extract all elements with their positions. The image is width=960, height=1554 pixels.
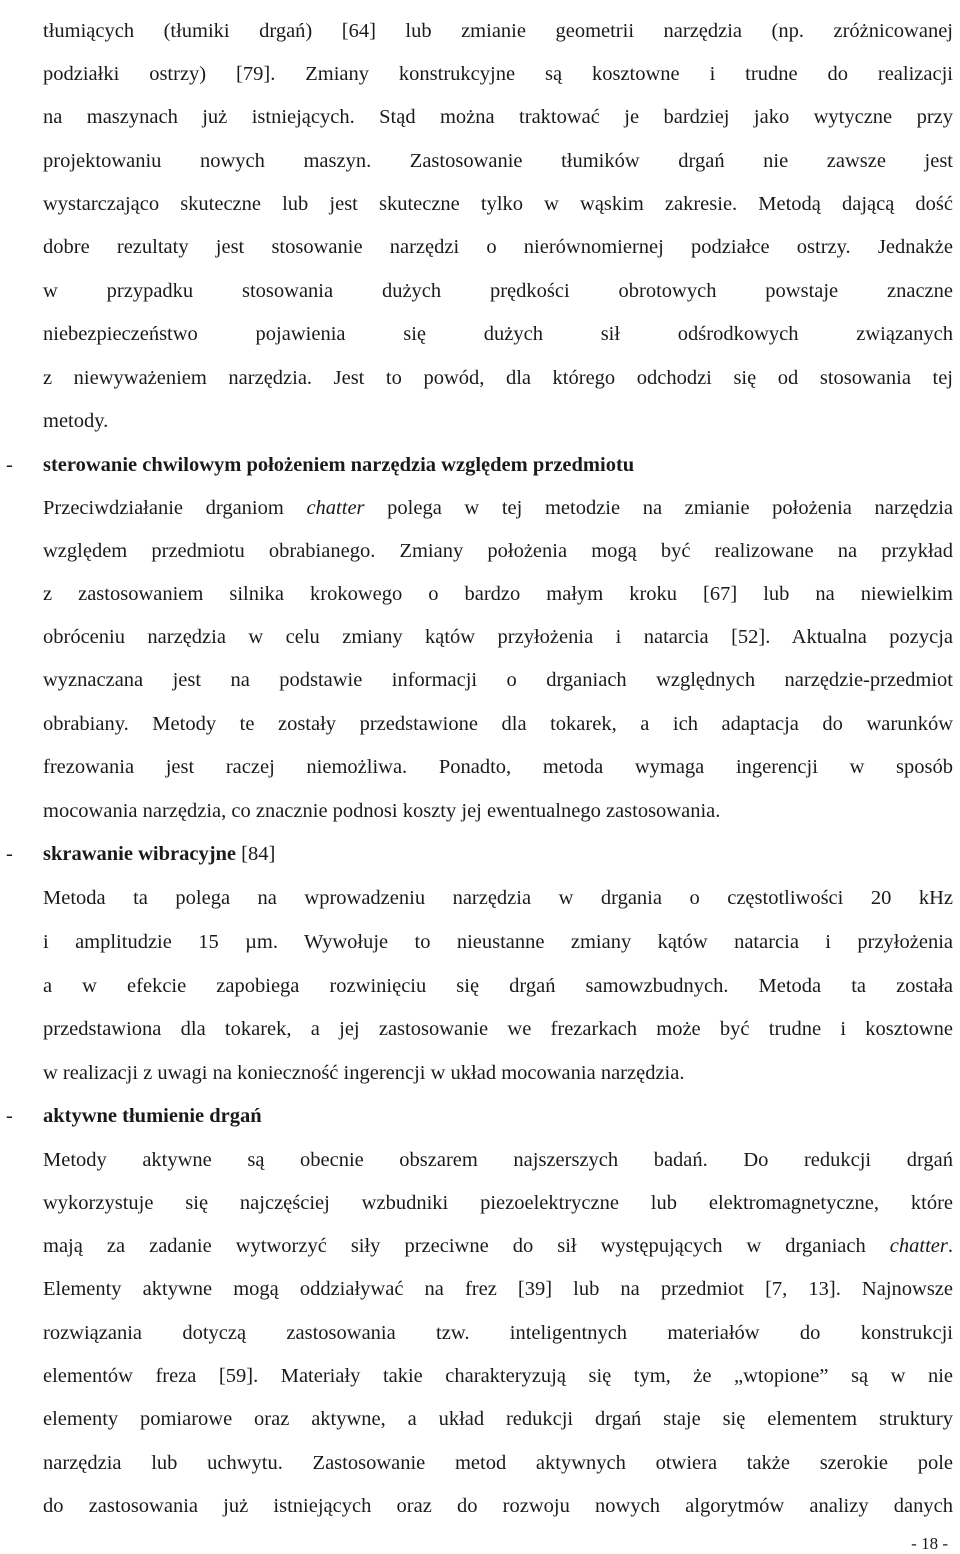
text-segment: Przeciwdziałanie drganiom xyxy=(43,497,307,519)
text-line: rozwiązania dotyczą zastosowania tzw. inteligentnych materiałów do konstrukcji xyxy=(43,1322,953,1344)
text-line: do zastosowania już istniejących oraz do rozwoju nowych algorytmów analizy danych xyxy=(43,1495,953,1517)
italic-term: chatter xyxy=(306,497,365,519)
text-line: w przypadku stosowania dużych prędkości obrotowych powstaje znaczne xyxy=(43,280,953,302)
text-line: elementy pomiarowe oraz aktywne, a układ redukcji drgań staje się elementem struktury xyxy=(43,1408,953,1430)
text-line: metody. xyxy=(43,410,109,432)
section-heading xyxy=(43,1104,953,1128)
page-number: - 18 - xyxy=(911,1534,948,1553)
text-line: dobre rezultaty jest stosowanie narzędzi o nierównomiernej podziałce ostrzy. Jednakże xyxy=(43,236,953,258)
list-dash: - xyxy=(6,843,13,865)
text-line: projektowaniu nowych maszyn. Zastosowanie tłumików drgań nie zawsze jest xyxy=(43,150,953,172)
section-heading xyxy=(43,842,953,866)
text-line: mocowania narzędzia, co znacznie podnosi koszty jej ewentualnego zastosowania. xyxy=(43,800,721,822)
text-segment: mają za zadanie wytworzyć siły przeciwne do sił występujących w drganiach xyxy=(43,1235,890,1257)
text-line: Elementy aktywne mogą oddziaływać na frez [39] lub na przedmiot [7, 13]. Najnowsze xyxy=(43,1278,953,1300)
list-dash: - xyxy=(6,1105,13,1127)
text-line: Metoda ta polega na wprowadzeniu narzędzia w drgania o częstotliwości 20 kHz xyxy=(43,887,953,909)
text-line: frezowania jest raczej niemożliwa. Ponadto, metoda wymaga ingerencji w sposób xyxy=(43,756,953,778)
list-dash: - xyxy=(6,454,13,476)
text-line: na maszynach już istniejących. Stąd można traktować je bardziej jako wytyczne przy xyxy=(43,106,953,128)
text-line: wykorzystuje się najczęściej wzbudniki piezoelektryczne lub elektromagnetyczne, które xyxy=(43,1192,953,1214)
section-heading-text: sterowanie chwilowym położeniem narzędzia względem przedmiotu xyxy=(43,454,635,476)
text-line: w realizacji z uwagi na konieczność ingerencji w układ mocowania narzędzia. xyxy=(43,1062,685,1084)
text-line: podziałki ostrzy) [79]. Zmiany konstrukcyjne są kosztowne i trudne do realizacji xyxy=(43,63,953,85)
text-line: Metody aktywne są obecnie obszarem najszerszych badań. Do redukcji drgań xyxy=(43,1149,953,1171)
text-line: tłumiących (tłumiki drgań) [64] lub zmianie geometrii narzędzia (np. zróżnicowanej xyxy=(43,20,953,42)
text-line: narzędzia lub uchwytu. Zastosowanie metod aktywnych otwiera także szerokie pole xyxy=(43,1452,953,1474)
italic-term: chatter xyxy=(889,1235,948,1257)
text-line: niebezpieczeństwo pojawienia się dużych sił odśrodkowych związanych xyxy=(43,323,953,345)
text-line xyxy=(43,1234,953,1258)
section-heading xyxy=(43,453,953,477)
section-heading-text: aktywne tłumienie drgań xyxy=(43,1105,262,1127)
text-line: elementów freza [59]. Materiały takie charakteryzują się tym, że „wtopione” są w nie xyxy=(43,1365,953,1387)
text-segment: polega w tej metodzie na zmianie położenia narzędzia xyxy=(364,497,954,519)
text-line: obróceniu narzędzia w celu zmiany kątów przyłożenia i natarcia [52]. Aktualna pozycja xyxy=(43,626,953,648)
text-line: względem przedmiotu obrabianego. Zmiany położenia mogą być realizowane na przykład xyxy=(43,540,953,562)
text-line: z zastosowaniem silnika krokowego o bardzo małym kroku [67] lub na niewielkim xyxy=(43,583,953,605)
text-line: a w efekcie zapobiega rozwinięciu się drgań samowzbudnych. Metoda ta została xyxy=(43,975,953,997)
text-line: przedstawiona dla tokarek, a jej zastosowanie we frezarkach może być trudne i kosztowne xyxy=(43,1018,953,1040)
text-line: wystarczająco skuteczne lub jest skuteczne tylko w wąskim zakresie. Metodą dającą dość xyxy=(43,193,953,215)
text-line: i amplitudzie 15 µm. Wywołuje to nieustanne zmiany kątów natarcia i przyłożenia xyxy=(43,931,953,953)
text-segment: . xyxy=(947,1235,953,1257)
text-line: obrabiany. Metody te zostały przedstawione dla tokarek, a ich adaptacja do warunków xyxy=(43,713,953,735)
text-line: wyznaczana jest na podstawie informacji o drganiach względnych narzędzie-przedmiot xyxy=(43,669,953,691)
section-heading-text: skrawanie wibracyjne xyxy=(43,843,237,865)
text-line xyxy=(43,496,953,520)
citation: [84] xyxy=(236,843,276,865)
text-line: z niewyważeniem narzędzia. Jest to powód, dla którego odchodzi się od stosowania tej xyxy=(43,367,953,389)
